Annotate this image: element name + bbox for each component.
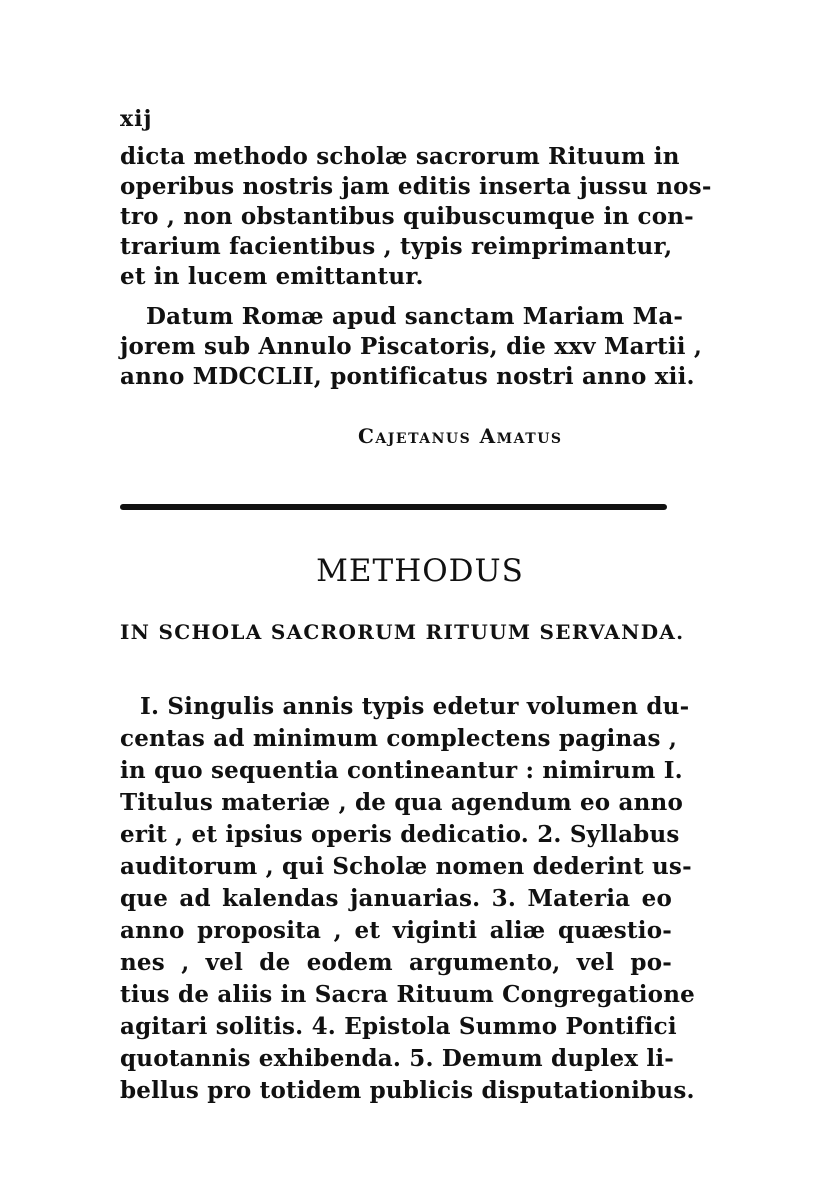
section-heading: METHODUS (316, 553, 524, 589)
text-line: agitari solitis. 4. Epistola Summo Pontifici (120, 1013, 677, 1040)
text-line: auditorum , qui Scholæ nomen dederint us- (120, 853, 692, 880)
text-line: trarium facientibus , typis reimprimantur, (120, 233, 673, 260)
text-line: anno proposita , et viginti aliæ quæstio- (120, 917, 672, 944)
divider-rule (120, 504, 667, 510)
text-line: dicta methodo scholæ sacrorum Rituum in (120, 143, 680, 170)
text-line: operibus nostris jam editis inserta jussu nos- (120, 173, 712, 200)
text-line: erit , et ipsius operis dedicatio. 2. Syllabus (120, 821, 680, 848)
signature: Cajetanus Amatus (358, 424, 563, 448)
text-line: quotannis exhibenda. 5. Demum duplex li- (120, 1045, 675, 1072)
text-line: anno MDCCLII, pontificatus nostri anno xii. (120, 363, 695, 390)
text-line: que ad kalendas januarias. 3. Materia eo (120, 885, 672, 912)
text-line: Datum Romæ apud sanctam Mariam Ma- (146, 303, 684, 330)
text-line: bellus pro totidem publicis disputationibus. (120, 1077, 695, 1104)
text-line: nes , vel de eodem argumento, vel po- (120, 949, 672, 976)
section-subheading: IN SCHOLA SACRORUM RITUUM SERVANDA. (120, 620, 685, 644)
text-line: Titulus materiæ , de qua agendum eo anno (120, 789, 684, 816)
text-line: jorem sub Annulo Piscatoris, die xxv Martii , (120, 333, 703, 360)
text-line: in quo sequentia contineantur : nimirum I. (120, 757, 683, 784)
text-line: I. Singulis annis typis edetur volumen du- (140, 693, 690, 720)
text-line: tro , non obstantibus quibuscumque in con- (120, 203, 694, 230)
page-number: xij (120, 106, 153, 132)
text-line: tius de aliis in Sacra Rituum Congregatione (120, 981, 695, 1008)
text-line: et in lucem emittantur. (120, 263, 424, 290)
text-line: centas ad minimum complectens paginas , (120, 725, 678, 752)
